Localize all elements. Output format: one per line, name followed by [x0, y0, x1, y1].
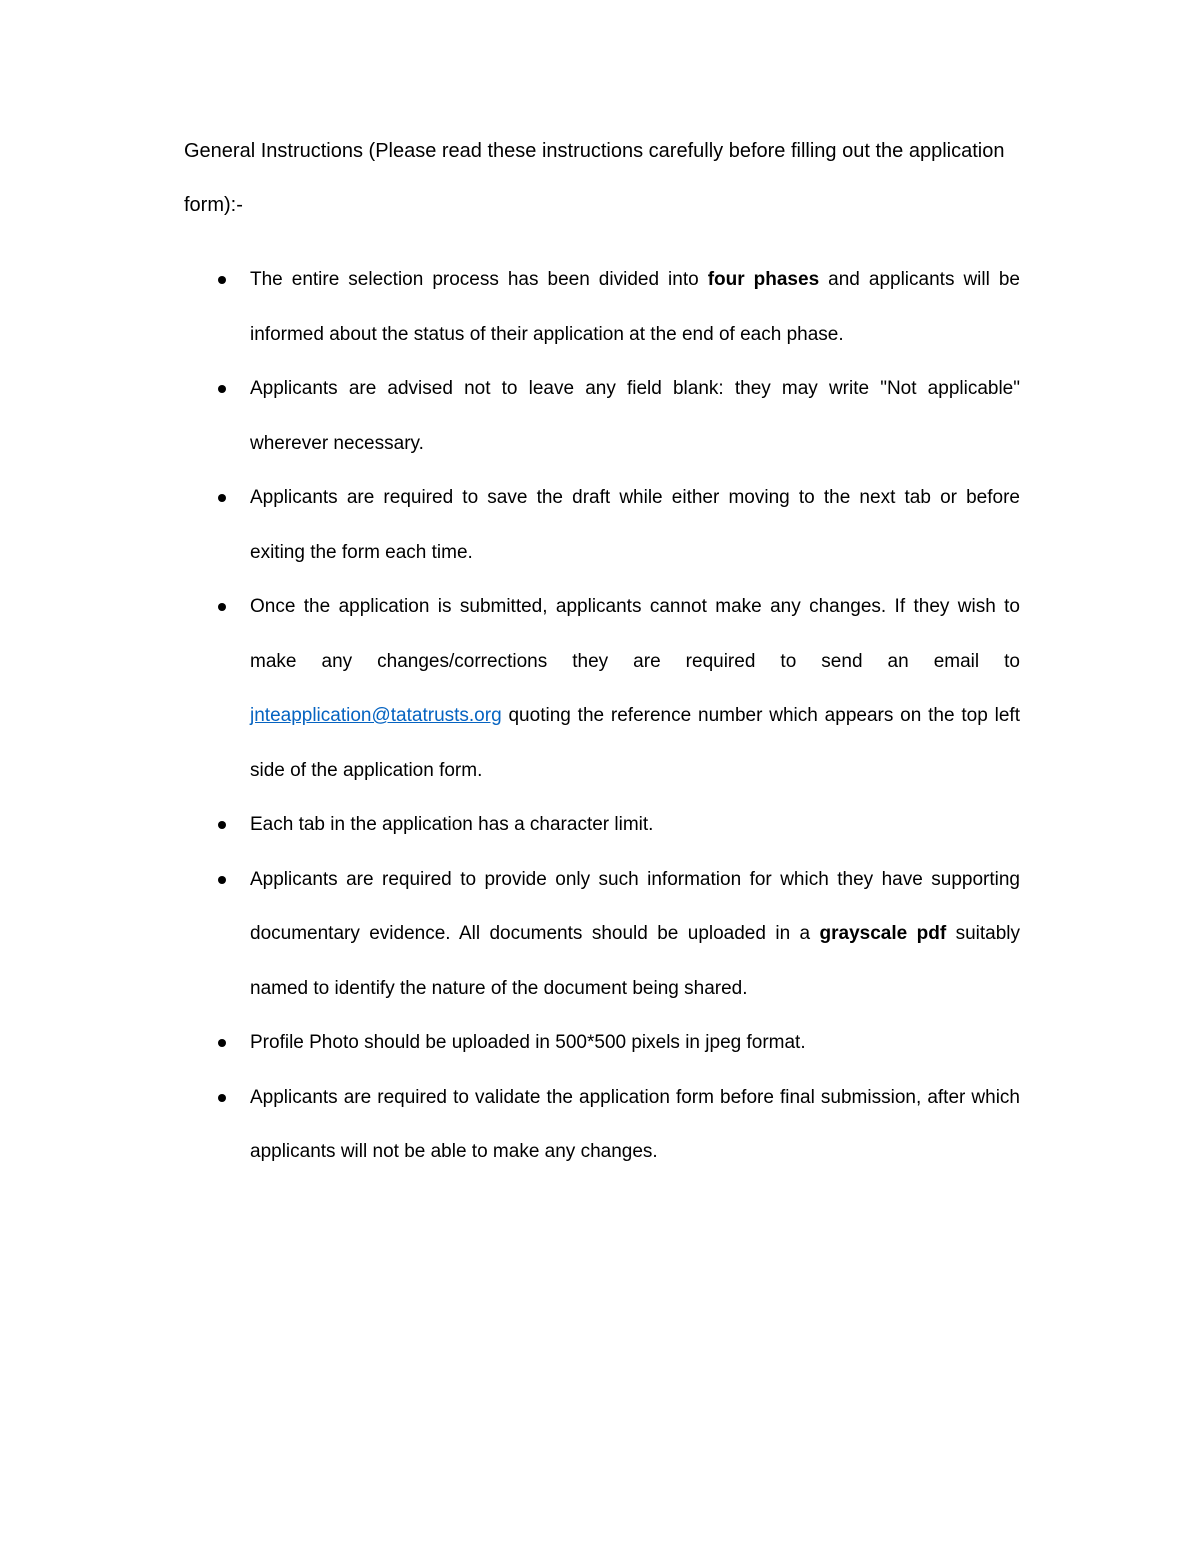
list-item-documentary-evidence — [184, 853, 1020, 1017]
instructions-list — [184, 253, 1020, 1180]
list-item-text: Applicants are required to validate the application form before final submission, after which applicants will not be able to make any changes. — [250, 1086, 1020, 1162]
bullet-icon — [218, 821, 226, 829]
bullet-icon — [218, 603, 226, 611]
bullet-icon — [218, 494, 226, 502]
list-item-validate-form — [184, 1071, 1020, 1180]
instructions-heading: General Instructions (Please read these instructions carefully before filling out the application form):- — [184, 140, 1005, 216]
bullet-icon — [218, 1094, 226, 1102]
bullet-icon — [218, 876, 226, 884]
list-item-phases — [184, 253, 1020, 362]
bullet-icon — [218, 1039, 226, 1047]
list-item-text: Applicants are required to save the draft while either moving to the next tab or before exiting the form each time. — [250, 487, 1020, 563]
bullet-icon — [218, 276, 226, 284]
emphasis-text: four phases — [707, 269, 820, 290]
list-item-save-draft — [184, 471, 1020, 580]
list-item-character-limit — [184, 798, 1020, 853]
list-item-text: Applicants are required to provide only such information for which they have supporting documentary evidence. All documents should be uploaded in a grayscale pdf suitably named to identify the nature of the document being shared. — [250, 868, 1021, 999]
list-item-no-blank-fields — [184, 362, 1020, 471]
bullet-icon — [218, 385, 226, 393]
list-item-text: Applicants are advised not to leave any field blank: they may write "Not applicable" wherever necessary. — [250, 378, 1020, 454]
list-item-text: The entire selection process has been divided into four phases and applicants will be informed about the status of their application at the end of each phase. — [250, 269, 1020, 345]
list-item-text: Each tab in the application has a character limit. — [250, 814, 654, 835]
list-item-changes-email — [184, 580, 1020, 798]
list-item-text: Once the application is submitted, applicants cannot make any changes. If they wish to make any changes/corrections they are required to send an email to jnteapplication@tatatrusts.org quoting the reference number which appears on the top left side of the application form. — [250, 596, 1020, 781]
email-link[interactable]: jnteapplication@tatatrusts.org — [250, 705, 502, 726]
emphasis-text: grayscale pdf — [819, 923, 947, 944]
list-item-text: Profile Photo should be uploaded in 500*500 pixels in jpeg format. — [250, 1032, 806, 1053]
list-item-profile-photo — [184, 1016, 1020, 1071]
